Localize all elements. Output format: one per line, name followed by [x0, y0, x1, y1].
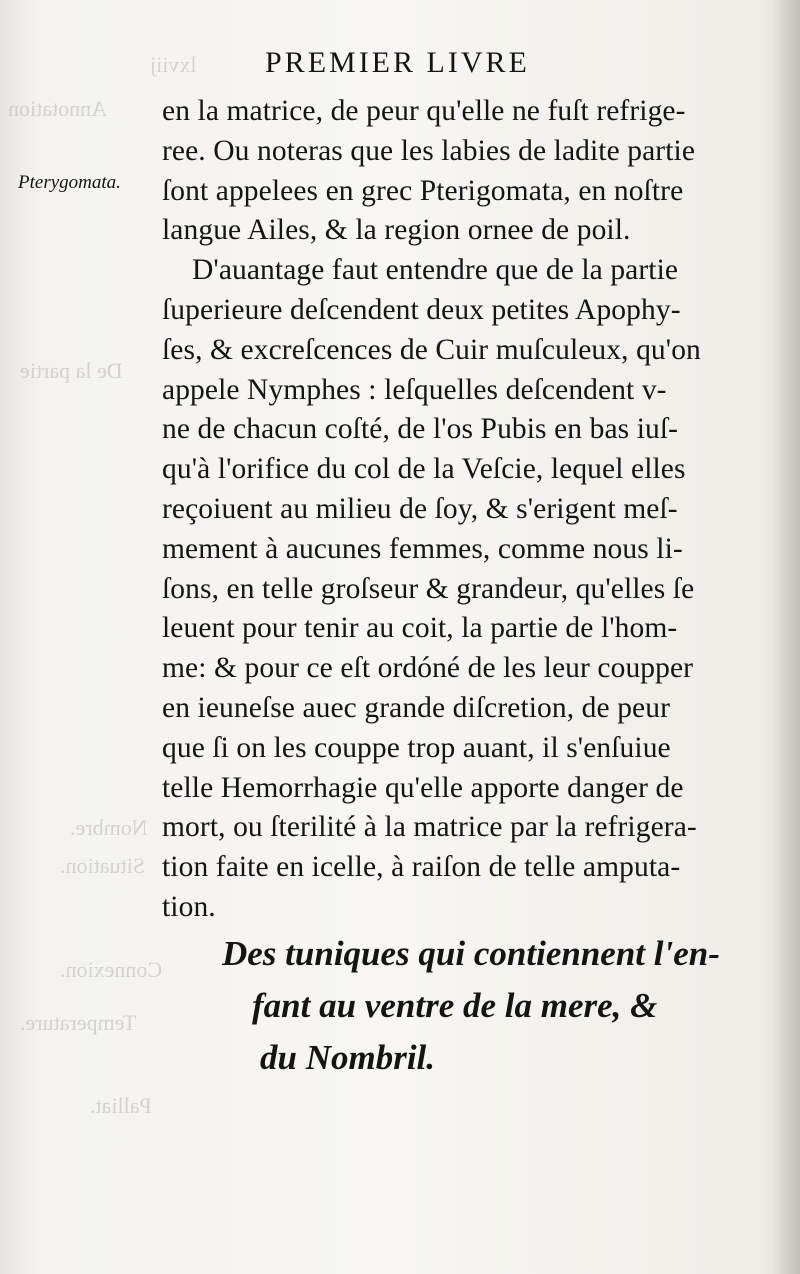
show-through-text: Nombre.: [70, 815, 148, 840]
body-paragraphs: [162, 92, 760, 928]
show-through-text: Connexion.: [60, 957, 163, 982]
text-line: mement à aucunes femmes, comme nous li-: [162, 532, 683, 565]
marginal-note: Pterygomata.: [18, 172, 121, 193]
heading-line: du Nombril.: [260, 1038, 436, 1077]
section-heading: [222, 928, 767, 1084]
text-line: telle Hemorrhagie qu'elle apporte danger de: [162, 771, 684, 804]
show-through-text: Palliat.: [90, 1093, 152, 1118]
text-line: langue Ailes, & la region ornee de poil.: [162, 214, 631, 247]
text-line: ſont appelees en grec Pterigomata, en noſtre: [162, 174, 684, 207]
running-head: PREMIER LIVRE: [265, 46, 530, 79]
text-line: appele Nymphes : leſquelles deſcendent v-: [162, 373, 667, 406]
show-through-text: Temperature.: [20, 1010, 137, 1035]
text-line: qu'à l'orifice du col de la Veſcie, lequel elles: [162, 453, 686, 486]
text-line: reçoiuent au milieu de ſoy, & s'erigent meſ-: [162, 492, 678, 525]
text-line: leuent pour tenir au coit, la partie de l'hom-: [162, 612, 678, 645]
page-edge-shadow: [772, 0, 800, 1274]
text-line: D'auantage faut entendre que de la partie: [192, 254, 679, 287]
text-line: ne de chacun coſté, de l'os Pubis en bas iuſ-: [162, 413, 679, 446]
text-line: ſons, en telle groſseur & grandeur, qu'elles ſe: [162, 572, 695, 605]
show-through-text: Annotation: [8, 96, 107, 121]
text-line: ſuperieure deſcendent deux petites Apophy-: [162, 293, 681, 326]
heading-line: fant au ventre de la mere, &: [252, 986, 658, 1025]
heading-line: Des tuniques qui contiennent l'en-: [222, 934, 720, 973]
text-line: ree. Ou noteras que les labies de ladite partie: [162, 134, 696, 167]
text-line: en ieuneſse auec grande diſcretion, de peur: [162, 691, 671, 724]
text-line: que ſi on les couppe trop auant, il s'enſuiue: [162, 731, 671, 764]
text-line: me: & pour ce eſt ordóné de les leur coupper: [162, 652, 694, 685]
text-line: mort, ou ſterilité à la matrice par la refrigera-: [162, 811, 697, 844]
text-line: tion faite en icelle, à raiſon de telle amputa-: [162, 851, 681, 884]
show-through-text: lxviij: [150, 52, 197, 77]
text-line: en la matrice, de peur qu'elle ne fuſt refrige-: [162, 95, 686, 127]
show-through-text: Situation.: [60, 853, 145, 878]
text-line: ſes, & excreſcences de Cuir muſculeux, qu'on: [162, 333, 701, 366]
text-line: tion.: [162, 890, 216, 923]
show-through-text: De la partie: [20, 358, 123, 383]
